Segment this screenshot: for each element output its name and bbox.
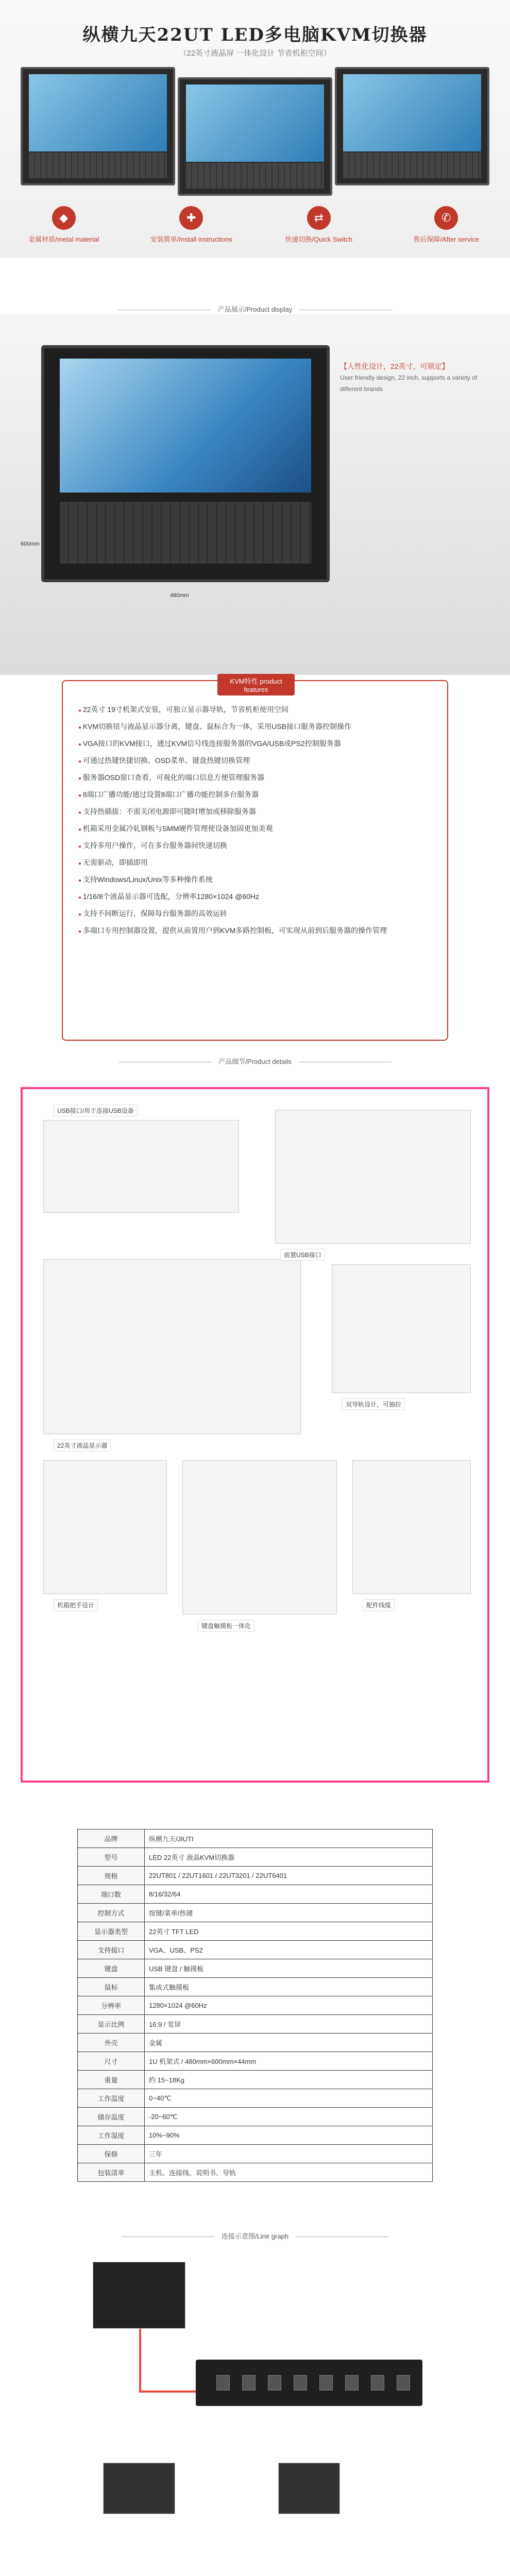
table-row: [78, 2126, 433, 2145]
spec-value: 纵横九天/JIUTI: [145, 1829, 433, 1848]
spec-key: 分辨率: [78, 1996, 145, 2015]
detail-label: 机箱把手设计: [54, 1599, 98, 1611]
list-item: ● 多端口专用控制器设置，提供从前置用户到KVM多路控制板，可实现从前到后服务器的操作管理: [78, 923, 432, 940]
feature-list: [0, 206, 510, 244]
spec-key: 尺寸: [78, 2052, 145, 2071]
spec-key: 鼠标: [78, 1978, 145, 1996]
feature-label: 安装简单/Install instructions: [150, 235, 232, 243]
spec-key: 控制方式: [78, 1904, 145, 1922]
section-heading-wiring: 连接示意图/Line graph: [0, 2231, 510, 2241]
list-item: ● 1/16/8个液晶显示器可选配，分辨率1280×1024 @60Hz: [78, 889, 432, 906]
hero-banner: [0, 0, 510, 258]
spec-key: 键盘: [78, 1959, 145, 1978]
table-row: [78, 1885, 433, 1904]
spec-value: 主机、连接线、说明书、导轨: [145, 2163, 433, 2182]
spec-value: LED 22英寸 液晶KVM切换器: [145, 1848, 433, 1867]
monitor-image: [103, 2463, 175, 2514]
server-image: [93, 2262, 185, 2329]
page-subtitle: （22英寸液晶屏 一体化设计 节省机柜空间）: [179, 49, 331, 58]
spec-value: 0~40℃: [145, 2089, 433, 2108]
table-row: [78, 2033, 433, 2052]
metal-icon: ◆: [52, 206, 76, 230]
detail-image-usb: [43, 1120, 239, 1213]
list-item: ● VGA接口的KVM接口，通过KVM信号线连接服务器的VGA/USB或PS2控制服务器: [78, 736, 432, 753]
list-item: ● 支持Windows/Linux/Unix等多种操作系统: [78, 872, 432, 889]
hero-device-image: [178, 77, 332, 196]
list-item: ● 支持多用户操作，可在多台服务器间快速切换: [78, 838, 432, 855]
spec-key: 工作温度: [78, 2089, 145, 2108]
features-title: KVM特性 product features: [217, 674, 295, 696]
spec-key: 支持接口: [78, 1941, 145, 1959]
table-row: [78, 2145, 433, 2163]
details-frame: [21, 1087, 489, 1783]
detail-label: 配件线缆: [363, 1599, 395, 1611]
spec-value: 8/16/32/64: [145, 1885, 433, 1904]
details-section: [0, 1061, 510, 1814]
spec-value: 按键/菜单/热键: [145, 1904, 433, 1922]
spec-value: 10%~90%: [145, 2126, 433, 2145]
table-row: [78, 2015, 433, 2033]
list-item: ● 可通过热键快捷切换、OSD菜单、键盘热键切换管理: [78, 753, 432, 770]
spec-value: -20~60℃: [145, 2108, 433, 2126]
feature-item: [12, 206, 115, 244]
table-row: [78, 1996, 433, 2015]
detail-image-cables: [352, 1460, 471, 1594]
detail-image-handle: [43, 1460, 167, 1594]
service-icon: ✆: [434, 206, 458, 230]
detail-image-rail: [332, 1264, 471, 1393]
list-item: ● KVM切换钮与液晶显示器分离，键盘、鼠标合为一体，采用USB接口服务器控制操作: [78, 719, 432, 736]
detail-label: 双导轨设计，可抽拉: [342, 1398, 405, 1410]
table-row: [78, 1867, 433, 1885]
section-heading-display: 产品展示/Product display: [0, 304, 510, 314]
spec-value: 1280×1024 @60Hz: [145, 1996, 433, 2015]
spec-key: 型号: [78, 1848, 145, 1867]
table-row: [78, 2108, 433, 2126]
detail-label: 键盘触摸板一体化: [198, 1620, 254, 1632]
hero-device-image: [335, 67, 489, 185]
table-row: [78, 2163, 433, 2182]
list-item: ● 无需驱动，即插即用: [78, 855, 432, 872]
spec-key: 储存温度: [78, 2108, 145, 2126]
product-display-section: [0, 314, 510, 675]
cable-line: [139, 2329, 141, 2391]
spec-value: 22UT801 / 22UT1601 / 22UT3201 / 22UT6401: [145, 1867, 433, 1885]
spec-value: 约 15~18Kg: [145, 2071, 433, 2089]
detail-label: USB接口/用于连接USB设备: [54, 1105, 138, 1116]
list-item: ● 支持热插拔：不需关闭电源即可随时增加或移除服务器: [78, 804, 432, 821]
detail-label: 22英寸液晶显示器: [54, 1439, 111, 1451]
spec-key: 重量: [78, 2071, 145, 2089]
spec-value: 三年: [145, 2145, 433, 2163]
table-row: [78, 1941, 433, 1959]
page-title: 纵横九天22UT LED多电脑KVM切换器: [82, 25, 428, 45]
spec-key: 工作湿度: [78, 2126, 145, 2145]
product-image: [41, 345, 330, 582]
detail-image-keyboard: [182, 1460, 337, 1615]
spec-key: 外壳: [78, 2033, 145, 2052]
table-row: [78, 2052, 433, 2071]
feature-label: 快速切换/Quick Switch: [285, 235, 353, 243]
spec-key: 包装清单: [78, 2163, 145, 2182]
list-item: ● 8端口广播功能/通过设置8端口广播功能控制多台服务器: [78, 787, 432, 804]
detail-image-front: [275, 1110, 471, 1244]
wiring-section: [0, 2241, 510, 2576]
switch-icon: ⇄: [307, 206, 331, 230]
spec-value: 1U 机架式 / 480mm×600mm×44mm: [145, 2052, 433, 2071]
features-section: [0, 677, 510, 1051]
feature-item: [395, 206, 498, 244]
dimension-width: 480mm: [170, 592, 189, 599]
spec-key: 保修: [78, 2145, 145, 2163]
table-row: [78, 2089, 433, 2108]
spec-value: 16:9 / 宽屏: [145, 2015, 433, 2033]
spec-key: 显示比例: [78, 2015, 145, 2033]
spec-value: 金属: [145, 2033, 433, 2052]
table-row: [78, 1904, 433, 1922]
features-box: [62, 677, 448, 1041]
hero-device-image: [21, 67, 175, 185]
feature-item: [267, 206, 370, 244]
spec-key: 规格: [78, 1867, 145, 1885]
spec-value: 22英寸 TFT LED: [145, 1922, 433, 1941]
keyboard-image: [278, 2463, 340, 2514]
table-row: [78, 2071, 433, 2089]
highlight-note: User friendly design, 22 inch, supports a variety of different brands: [340, 374, 478, 393]
kvm-switch-image: [196, 2360, 422, 2406]
highlight-text: 【人性化设计，22英寸，可锁定】: [340, 362, 449, 370]
spec-value: VGA、USB、PS2: [145, 1941, 433, 1959]
list-item: ● 22英寸 19寸机架式安装，可独立显示器导轨，节省机柜使用空间: [78, 702, 432, 719]
detail-image-screen: [43, 1259, 301, 1434]
table-row: [78, 1922, 433, 1941]
table-row: [78, 1848, 433, 1867]
table-row: [78, 1959, 433, 1978]
features-list: [78, 702, 432, 940]
list-item: ● 支持不间断运行，保障每台服务器的高效运转: [78, 906, 432, 923]
spec-key: 显示器类型: [78, 1922, 145, 1941]
spec-value: 集成式触摸板: [145, 1978, 433, 1996]
section-heading-details: 产品细节/Product details: [0, 1056, 510, 1066]
detail-label: 前置USB接口: [280, 1249, 325, 1261]
dimension-depth: 600mm: [21, 541, 40, 547]
wrench-icon: ✚: [179, 206, 203, 230]
spec-key: 端口数: [78, 1885, 145, 1904]
table-row: [78, 1829, 433, 1848]
list-item: ● 服务器OSD窗口查看，可视化的端口信息方便管理服务器: [78, 770, 432, 787]
list-item: ● 机箱采用金属冷轧钢板与SMM硬件管理使设备加固更加美观: [78, 821, 432, 838]
highlight-box: [340, 361, 484, 395]
feature-label: 金属材质/metal material: [28, 235, 99, 243]
spec-table: [77, 1829, 433, 2182]
feature-item: [140, 206, 243, 244]
spec-value: USB 键盘 / 触摸板: [145, 1959, 433, 1978]
cable-line: [139, 2391, 196, 2393]
feature-label: 售后保障/After service: [413, 235, 480, 243]
table-row: [78, 1978, 433, 1996]
spec-key: 品牌: [78, 1829, 145, 1848]
